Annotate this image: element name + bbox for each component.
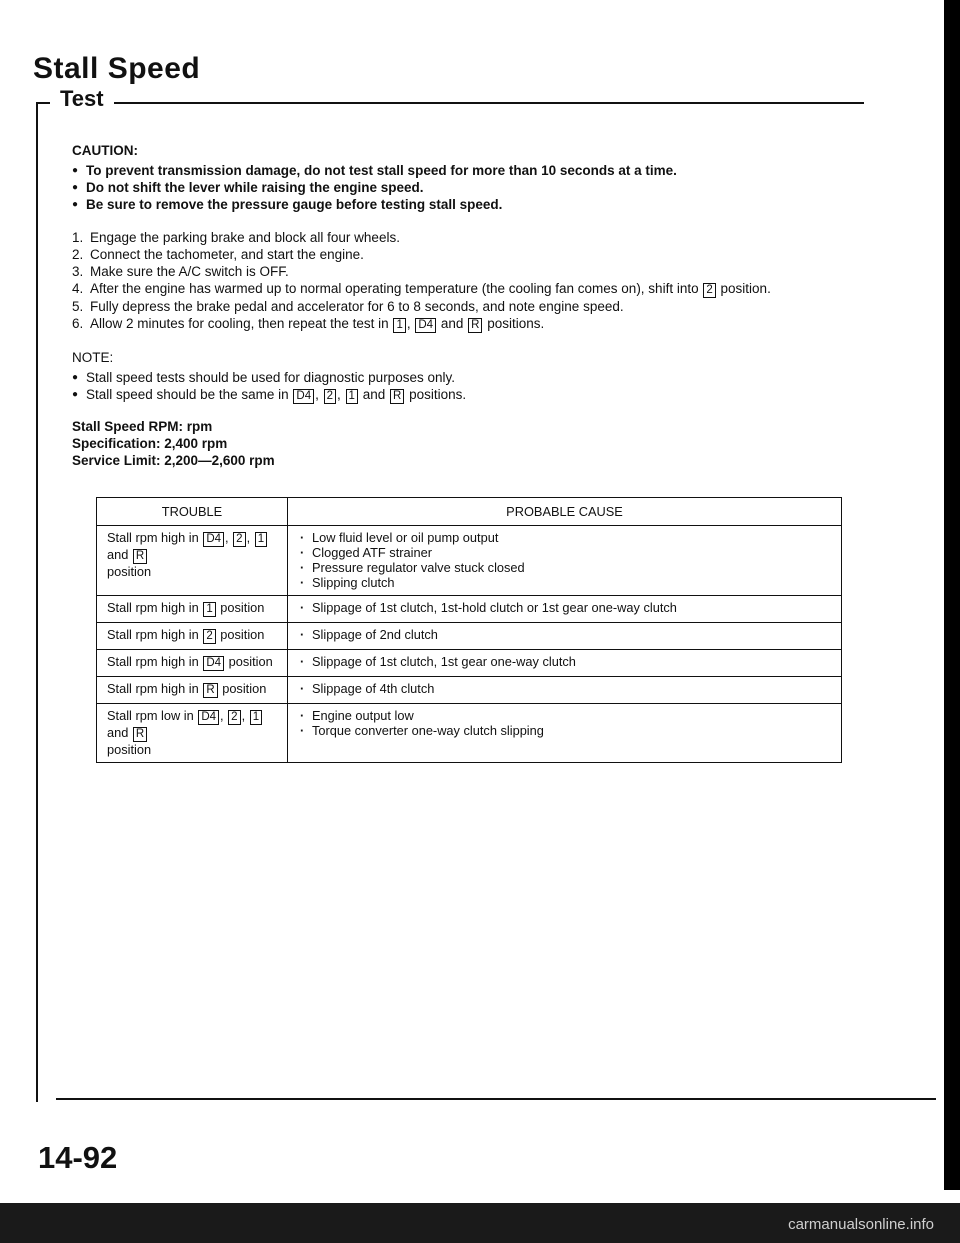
step-item [72, 263, 862, 280]
trouble-text: Stall rpm high in [107, 530, 199, 545]
gear-key-d4: D4 [203, 656, 224, 671]
cause-list [298, 627, 831, 642]
step-text [90, 280, 771, 298]
frame-left-rule [36, 102, 38, 1102]
trouble-cell: Stall rpm high in D4 , 2 , 1 and R position [97, 526, 288, 596]
trouble-text: Stall rpm high in [107, 654, 199, 669]
trouble-text: position [228, 654, 273, 669]
gear-key-r: R [468, 318, 482, 333]
gear-key-r: R [133, 727, 147, 742]
trouble-cell: Stall rpm low in D4 , 2 , 1 and R position [97, 704, 288, 763]
conjunction: and [107, 725, 129, 740]
step-text: Engage the parking brake and block all four wheels. [90, 230, 400, 245]
trouble-text: position [107, 564, 152, 579]
step-text: Fully depress the brake pedal and accelerator for 6 to 8 seconds, and note engine speed. [90, 299, 624, 314]
header-trouble: TROUBLE [97, 498, 288, 526]
cause-cell [288, 526, 842, 596]
cause-item: · Low fluid level or oil pump output [298, 530, 831, 545]
scan-edge-right [944, 0, 960, 1190]
bottom-rule [56, 1098, 936, 1100]
procedure-body [72, 142, 862, 469]
gear-key-2: 2 [203, 629, 215, 644]
page-title: Stall Speed [33, 52, 201, 85]
cause-item: · Clogged ATF strainer [298, 545, 831, 560]
step-text: Connect the tachometer, and start the engine. [90, 247, 364, 262]
note-text-part: positions. [409, 387, 467, 402]
step-item [72, 315, 862, 333]
trouble-text: position [220, 600, 265, 615]
note-title: NOTE: [72, 350, 114, 365]
header-probable-cause: PROBABLE CAUSE [288, 498, 842, 526]
trouble-cell [97, 650, 288, 677]
gear-key-2: 2 [228, 710, 240, 725]
table-row [97, 596, 842, 623]
step-text: Allow 2 minutes for cooling, then repeat the test in 1 , D4 and R positions. [90, 316, 545, 331]
table-row [97, 650, 842, 677]
step-number: 6. [72, 316, 84, 331]
gear-key-1: 1 [346, 389, 358, 404]
cause-item: · Slippage of 1st clutch, 1st gear one-way clutch [298, 654, 831, 669]
gear-key-r: R [203, 683, 217, 698]
cause-item: · Pressure regulator valve stuck closed [298, 560, 831, 575]
table-row [97, 623, 842, 650]
table-row [97, 677, 842, 704]
trouble-cell [97, 623, 288, 650]
cause-list [298, 654, 831, 669]
gear-key-d4: D4 [203, 532, 224, 547]
spec-block [72, 418, 862, 469]
step-text-part: positions. [487, 316, 545, 331]
note-text-part: Stall speed should be the same in [86, 387, 289, 402]
gear-key-1: 1 [203, 602, 215, 617]
step-number: 2. [72, 247, 84, 262]
trouble-text: Stall rpm low in [107, 708, 194, 723]
trouble-cell [97, 596, 288, 623]
table-row [97, 526, 842, 596]
page-number: 14-92 [38, 1140, 118, 1175]
cause-item: · Engine output low [298, 708, 831, 723]
note-list [72, 369, 862, 404]
caution-list [72, 162, 862, 213]
gear-key-d4: D4 [198, 710, 219, 725]
step-item [72, 229, 862, 246]
gear-key-1: 1 [250, 710, 262, 725]
cause-list [298, 600, 831, 615]
cause-item: · Slippage of 4th clutch [298, 681, 831, 696]
gear-key-r: R [390, 389, 404, 404]
trouble-cell [97, 677, 288, 704]
step-text: Make sure the A/C switch is OFF. [90, 264, 289, 279]
gear-key-2: 2 [703, 283, 715, 298]
procedure-steps [72, 229, 862, 333]
cause-item: · Torque converter one-way clutch slipping [298, 723, 831, 738]
step-item [72, 246, 862, 263]
gear-key-d4: D4 [415, 318, 436, 333]
gear-key-1: 1 [255, 532, 267, 547]
gear-key-2: 2 [324, 389, 336, 404]
cause-cell [288, 623, 842, 650]
trouble-text: Stall rpm high in [107, 627, 199, 642]
spec-specification: Specification: 2,400 rpm [72, 436, 228, 451]
step-number: 1. [72, 230, 84, 245]
trouble-text: Stall rpm high in [107, 681, 199, 696]
cause-item: · Slipping clutch [298, 575, 831, 590]
gear-key-2: 2 [233, 532, 245, 547]
cause-cell [288, 650, 842, 677]
step-number: 3. [72, 264, 84, 279]
caution-title: CAUTION: [72, 143, 138, 158]
frame-top-rule [36, 102, 864, 104]
table-row [97, 704, 842, 763]
gear-key-1: 1 [393, 318, 405, 333]
gear-key-r: R [133, 549, 147, 564]
watermark: carmanualsonline.info [788, 1216, 934, 1233]
note-item: ● Stall speed should be the same in D4 , 2 , 1 and R positions. [72, 386, 862, 404]
trouble-text: position [220, 627, 265, 642]
trouble-text: position [107, 742, 152, 757]
note-item: ● Stall speed tests should be used for diagnostic purposes only. [72, 369, 862, 386]
cause-item: · Slippage of 1st clutch, 1st-hold clutch or 1st gear one-way clutch [298, 600, 831, 615]
cause-list [298, 708, 831, 738]
section-heading: Test [50, 86, 114, 112]
spec-service-limit: Service Limit: 2,200—2,600 rpm [72, 453, 275, 468]
conjunction: and [362, 387, 386, 402]
spec-rpm: Stall Speed RPM: rpm [72, 419, 213, 434]
gear-key-d4: D4 [293, 389, 314, 404]
step-text-part: Allow 2 minutes for cooling, then repeat the test in [90, 316, 389, 331]
conjunction: and [440, 316, 464, 331]
step-number: 5. [72, 299, 84, 314]
troubleshooting-table [96, 497, 842, 763]
cause-cell [288, 596, 842, 623]
trouble-text: position [222, 681, 267, 696]
step-text-part: After the engine has warmed up to normal operating temperature (the cooling fan comes on), shift into [90, 281, 699, 296]
step-number: 4. [72, 281, 84, 296]
cause-list [298, 530, 831, 590]
caution-item: ● Do not shift the lever while raising the engine speed. [72, 179, 862, 196]
cause-item: · Slippage of 2nd clutch [298, 627, 831, 642]
caution-item: ● To prevent transmission damage, do not test stall speed for more than 10 seconds at a time. [72, 162, 862, 179]
step-item [72, 298, 862, 315]
caution-item: ● Be sure to remove the pressure gauge before testing stall speed. [72, 196, 862, 213]
cause-list [298, 681, 831, 696]
cause-cell [288, 704, 842, 763]
step-item [72, 280, 862, 298]
trouble-text: Stall rpm high in [107, 600, 199, 615]
cause-cell [288, 677, 842, 704]
table-header-row [97, 498, 842, 526]
conjunction: and [107, 547, 129, 562]
step-text-part: position. [720, 281, 771, 296]
